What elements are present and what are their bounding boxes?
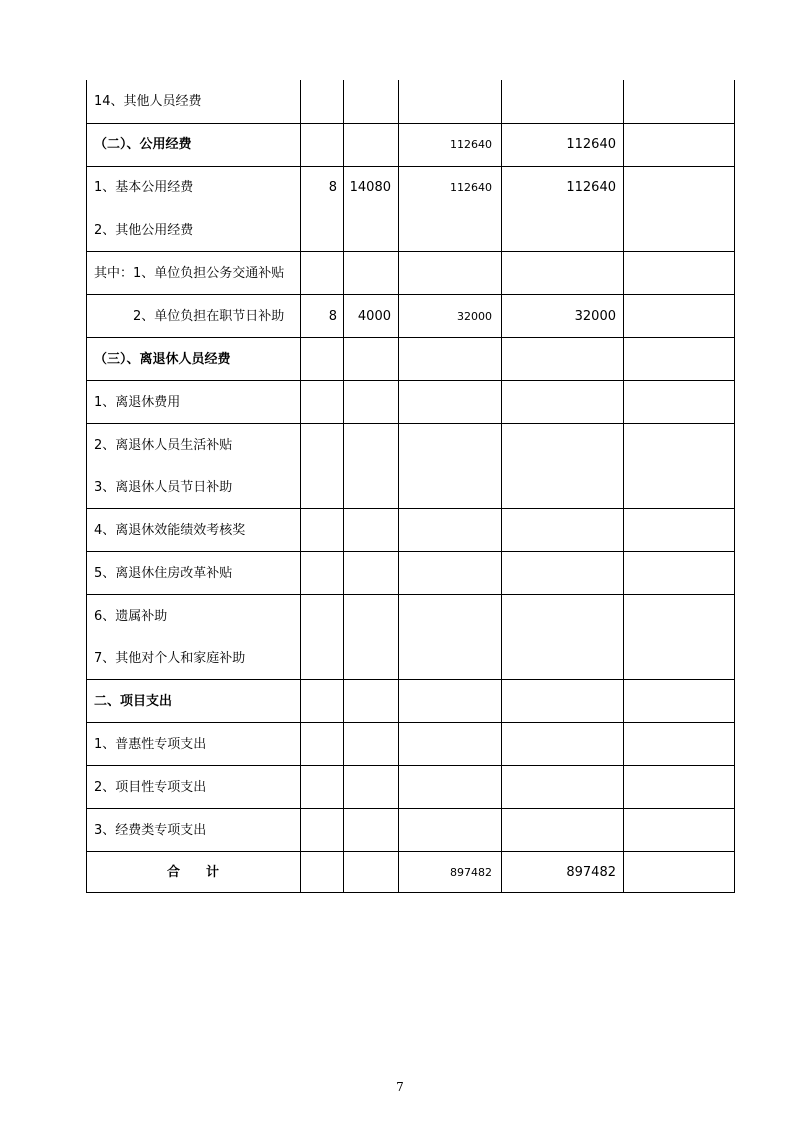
standard-cell: 14080: [349, 180, 391, 195]
section-heading: 二、项目支出: [94, 694, 173, 709]
row-label: 2、其他公用经费: [94, 223, 194, 238]
count-cell: 8: [328, 180, 337, 195]
amount-cell: 32000: [457, 310, 492, 323]
row-label: 6、遗属补助: [94, 609, 168, 624]
total-label: 合 计: [166, 865, 219, 880]
standard-cell: 4000: [357, 309, 391, 324]
amount-cell: 112640: [450, 181, 492, 194]
total-amount: 897482: [566, 865, 616, 880]
row-label: 14、其他人员经费: [94, 94, 202, 109]
row-label: 2、项目性专项支出: [94, 780, 207, 795]
row-label: 3、离退休人员节日补助: [94, 480, 233, 495]
row-label: 5、离退休住房改革补贴: [94, 566, 233, 581]
amount-cell: 112640: [566, 137, 616, 152]
amount-cell: 112640: [450, 138, 492, 151]
row-label: 3、经费类专项支出: [94, 823, 207, 838]
budget-table: [86, 80, 735, 893]
amount-cell: 32000: [574, 309, 616, 324]
row-label: 2、离退休人员生活补贴: [94, 438, 233, 453]
table-border-left: [86, 80, 87, 893]
table-border-right: [734, 80, 735, 893]
row-label: 其中：1、单位负担公务交通补贴: [94, 266, 285, 281]
section-heading: （二）、公用经费: [94, 137, 192, 152]
section-heading: （三）、离退休人员经费: [94, 352, 231, 367]
row-label: 4、离退休效能绩效考核奖: [94, 523, 246, 538]
row-label: 1、普惠性专项支出: [94, 737, 207, 752]
column-divider: [623, 80, 624, 893]
page-number: 7: [396, 1080, 404, 1094]
row-label: 1、离退休费用: [94, 395, 181, 410]
total-amount: 897482: [450, 866, 492, 879]
row-label: 2、单位负担在职节日补助: [133, 309, 285, 324]
row-label: 7、其他对个人和家庭补助: [94, 651, 246, 666]
count-cell: 8: [328, 309, 337, 324]
amount-cell: 112640: [566, 180, 616, 195]
row-label: 1、基本公用经费: [94, 180, 194, 195]
